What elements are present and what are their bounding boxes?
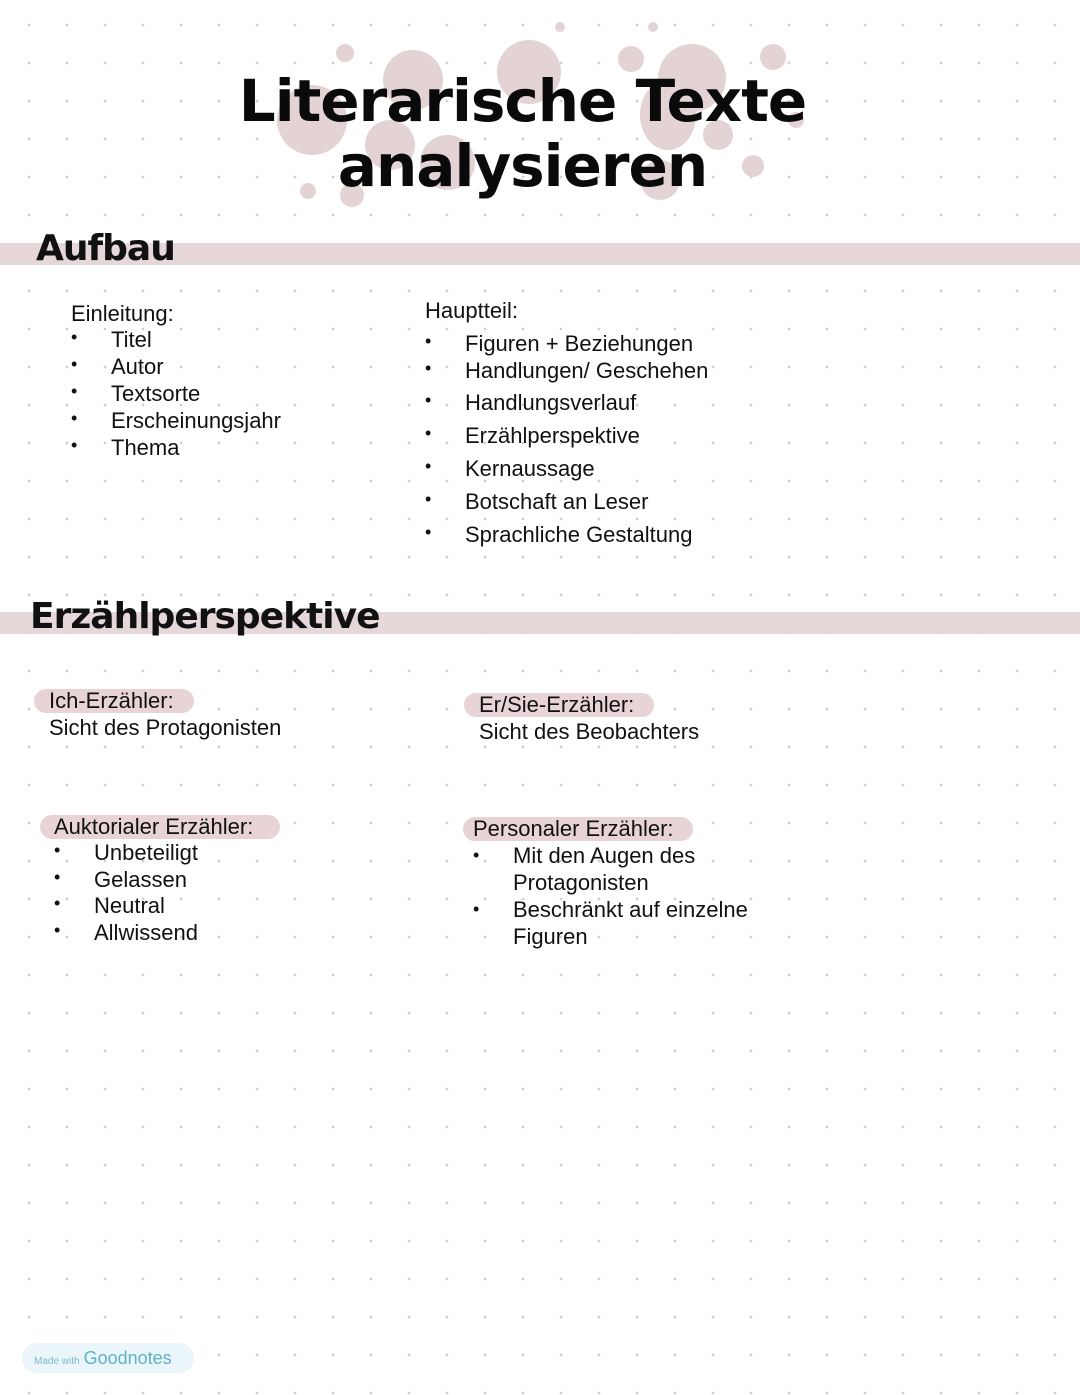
list-item: • Erscheinungsjahr [111, 408, 281, 434]
heading-aufbau: Aufbau [36, 228, 175, 269]
made-with-text: Made with [34, 1356, 80, 1367]
goodnotes-logo: Goodnotes [83, 1348, 172, 1368]
page-title: Literarische Texte [238, 67, 807, 135]
list-item: • Unbeteiligt [94, 840, 198, 866]
personal-label: Personaler Erzähler: [473, 816, 674, 841]
list-item: • Botschaft an Leser [465, 489, 648, 515]
list-item: • Kernaussage [465, 456, 595, 482]
list-item: • Beschränkt auf einzelne Figuren [513, 896, 748, 950]
ersie-erzaehler-text: Sicht des Beobachters [479, 719, 700, 744]
list-item: • Textsorte [111, 381, 200, 407]
list-item: • Handlungsverlauf [465, 390, 636, 416]
hauptteil-label: Hauptteil: [425, 298, 518, 323]
einleitung-label: Einleitung: [71, 301, 174, 326]
ich-erzaehler-text: Sicht des Protagonisten [49, 715, 282, 740]
list-item: • Neutral [94, 893, 165, 919]
ich-erzaehler-label: Ich-Erzähler: [49, 688, 174, 713]
list-item: • Titel [111, 327, 152, 353]
list-item: • Sprachliche Gestaltung [465, 522, 692, 548]
list-item: • Autor [111, 354, 164, 380]
heading-erzaehlperspektive: Erzählperspektive [30, 596, 380, 637]
goodnotes-badge[interactable] [22, 1343, 194, 1373]
list-item: • Gelassen [94, 867, 187, 893]
page-subtitle: analysieren [337, 132, 708, 200]
list-item: • Figuren + Beziehungen [465, 331, 693, 357]
auktorial-label: Auktorialer Erzähler: [54, 814, 254, 839]
list-item: • Allwissend [94, 920, 198, 946]
ersie-erzaehler-label: Er/Sie-Erzähler: [479, 692, 635, 717]
list-item: • Thema [111, 435, 179, 461]
list-item: • Mit den Augen des Protagonisten [513, 842, 695, 896]
list-item: • Handlungen/ Geschehen [465, 358, 708, 384]
list-item: • Erzählperspektive [465, 423, 640, 449]
